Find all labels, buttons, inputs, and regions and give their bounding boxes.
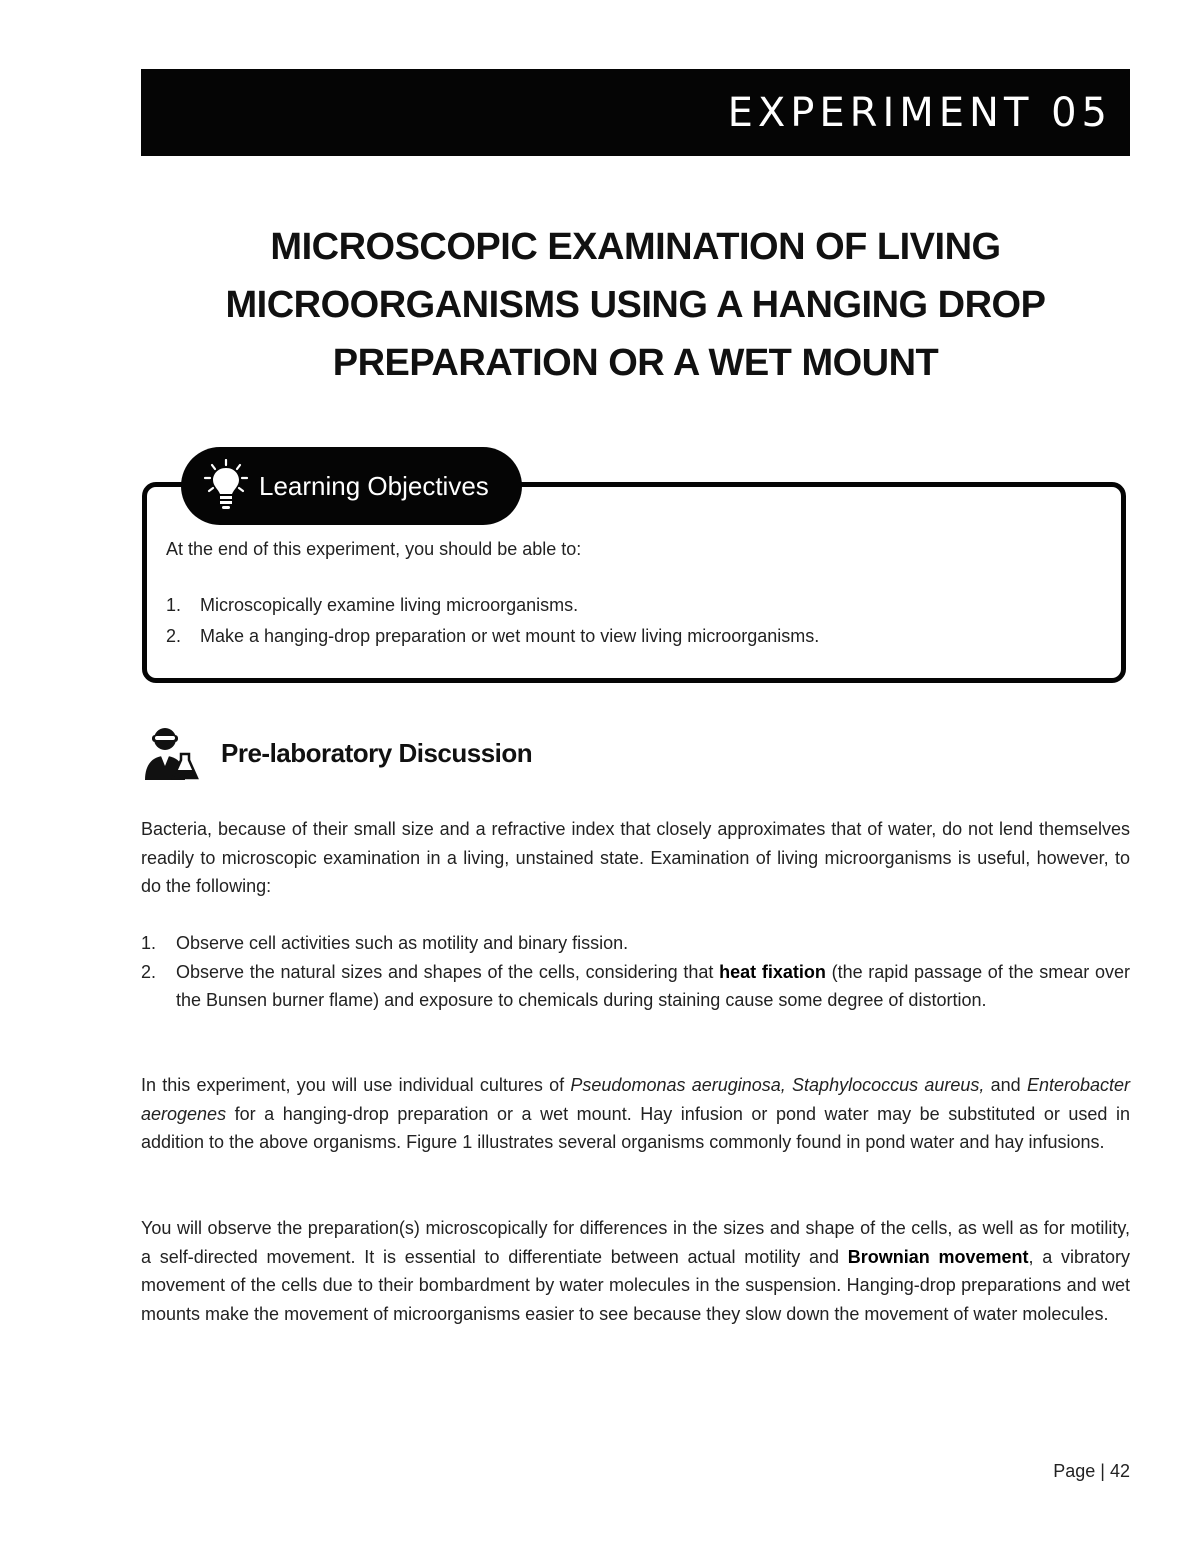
list-item xyxy=(141,929,1130,958)
list-number: 2. xyxy=(166,626,182,646)
page-title xyxy=(141,218,1130,392)
prelab-paragraph-1: Bacteria, because of their small size and a refractive index that closely approximates that of water, do not lend themselves readily to microscopic examination in a living, unstained state. Examination of living microorganisms is useful, however, to do the following: xyxy=(141,819,1130,896)
list-text: Observe cell activities such as motility and binary fission. xyxy=(176,933,629,953)
experiment-banner xyxy=(141,69,1130,156)
prelab-heading: Pre-laboratory Discussion xyxy=(221,737,533,768)
learning-objectives-tab xyxy=(181,447,522,525)
page-number: Page | 42 xyxy=(1053,1461,1130,1481)
organism-name: Enterobacter aerogenes xyxy=(141,1075,1130,1124)
prelab-list xyxy=(141,929,1130,1015)
title-line: MICROORGANISMS USING A HANGING DROP xyxy=(225,284,1046,326)
list-text: Microscopically examine living microorganisms. xyxy=(200,595,579,615)
bold-term: Brownian movement xyxy=(847,1246,1029,1267)
title-line: PREPARATION OR A WET MOUNT xyxy=(332,342,939,384)
list-item xyxy=(166,626,819,657)
prelab-paragraph-3 xyxy=(141,1214,1130,1328)
list-number: 1. xyxy=(166,595,182,615)
list-item xyxy=(166,595,819,626)
list-number: 2. xyxy=(141,961,157,982)
list-text-part: (the rapid passage of the smear over the Bunsen burner flame) and exposure to chemicals during staining cause some degree of distortion. xyxy=(176,961,1130,1010)
experiment-label: EXPERIMENT 05 xyxy=(727,89,1112,136)
learning-objectives-heading: Learning Objectives xyxy=(259,470,489,501)
list-text: Make a hanging-drop preparation or wet mount to view living microorganisms. xyxy=(200,626,820,646)
list-number: 1. xyxy=(141,933,157,953)
scientist-icon xyxy=(141,724,199,782)
text-run: and xyxy=(984,1075,1027,1095)
text-run: You will observe the preparation(s) microscopically for differences in the sizes and shape of the cells, as well as for motility, a self-directed movement. It is essential to differentiate between actual motility and xyxy=(141,1218,1130,1267)
text-run: In this experiment, you will use individual cultures of xyxy=(141,1075,571,1095)
text-run: , a vibratory movement of the cells due to their bombardment by water molecules in the suspension. Hanging-drop preparations and wet mounts make the movement of microorganisms easier to see because they slow down the movement of water molecules. xyxy=(141,1246,1131,1324)
prelab-heading-row xyxy=(141,724,532,782)
list-text xyxy=(176,958,1130,1015)
title-line: MICROSCOPIC EXAMINATION OF LIVING xyxy=(270,226,1001,268)
list-item xyxy=(141,958,1130,1015)
objectives-list xyxy=(166,595,819,657)
prelab-paragraph-2 xyxy=(141,1071,1130,1157)
text-run: for a hanging-drop preparation or a wet mount. Hay infusion or pond water may be substituted or used in addition to the above organisms. Figure 1 illustrates several organisms commonly found in pond water and hay infusions. xyxy=(141,1103,1130,1152)
organism-names: Pseudomonas aeruginosa, Staphylococcus aureus, xyxy=(570,1075,985,1095)
list-text-part: Observe the natural sizes and shapes of the cells, considering that xyxy=(176,961,720,982)
lightbulb-icon xyxy=(203,459,249,513)
objectives-intro: At the end of this experiment, you should be able to: xyxy=(166,539,582,559)
bold-term: heat fixation xyxy=(719,961,826,982)
